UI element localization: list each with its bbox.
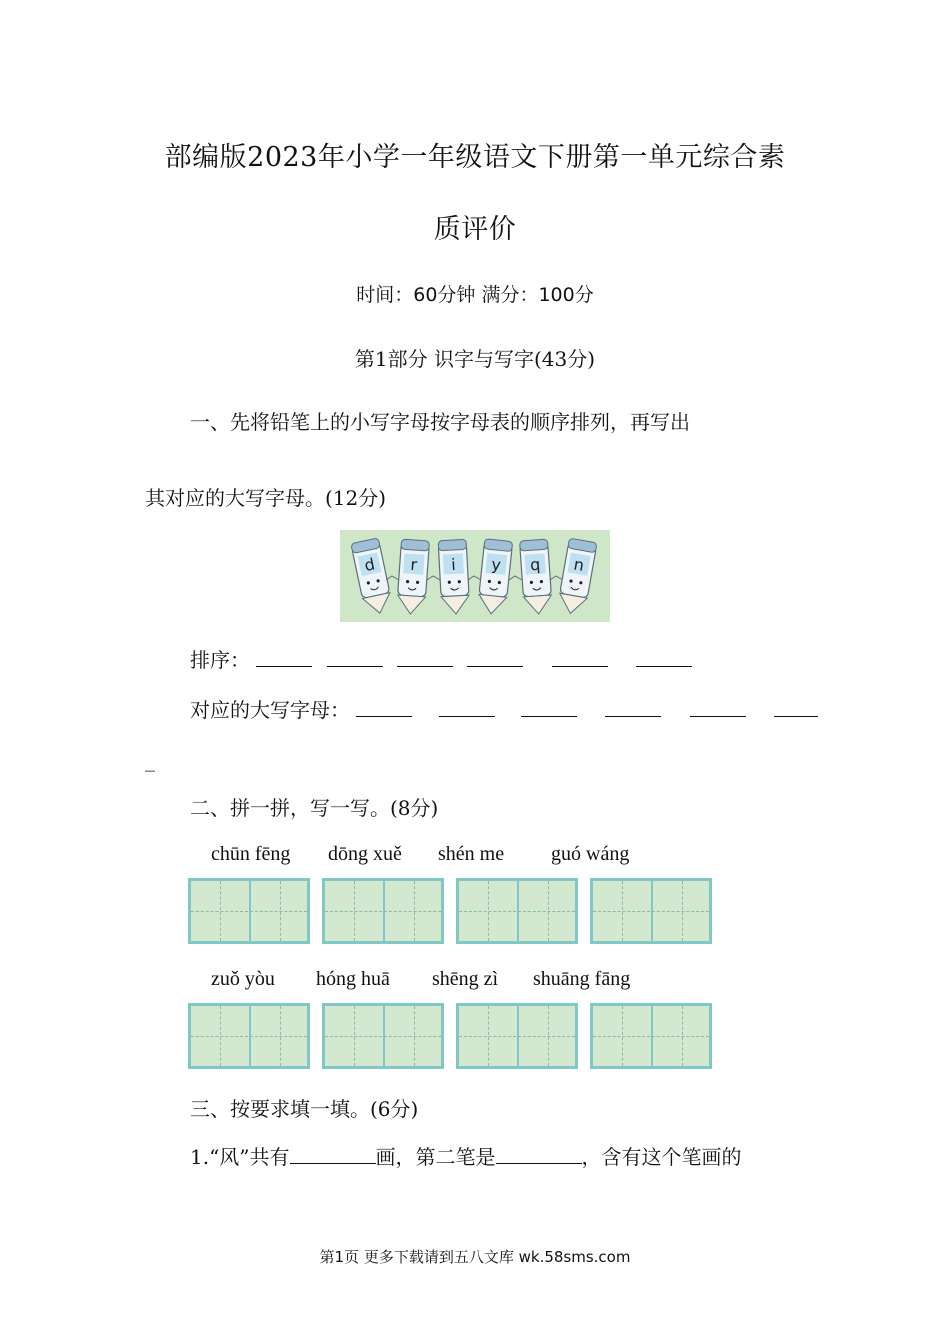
writing-grid-5[interactable]	[188, 1003, 310, 1069]
writing-grid-7[interactable]	[456, 1003, 578, 1069]
writing-grid-8[interactable]	[590, 1003, 712, 1069]
q2-heading: 二、拼一拼，写一写。(8分)	[190, 796, 439, 820]
order-blank-5[interactable]	[552, 646, 608, 667]
pencil-letter: i	[450, 554, 457, 575]
uppercase-blank-6[interactable]	[774, 696, 818, 717]
pencil-arm	[509, 576, 522, 580]
pinyin-5: zuǒ yòu	[211, 968, 275, 990]
part-heading: 第1部分 识字与写字(43分)	[354, 347, 596, 371]
uppercase-row	[190, 694, 818, 723]
pinyin-7: shēng zì	[432, 968, 499, 990]
writing-grid-1[interactable]	[188, 878, 310, 944]
pencil-letter: y	[490, 554, 502, 575]
pencil-arm	[468, 576, 481, 580]
pencil-n	[557, 538, 597, 616]
order-blank-3[interactable]	[397, 646, 453, 667]
pencil-arm	[427, 576, 440, 580]
page-footer: 第1页 更多下载请到五八文库 wk.58sms.com	[319, 1248, 631, 1266]
writing-grid-4[interactable]	[590, 878, 712, 944]
pencil-letter: q	[529, 554, 541, 575]
doc-title-line2: 质评价	[433, 214, 517, 245]
pencil-arm	[550, 576, 563, 580]
uppercase-blank-4[interactable]	[605, 696, 661, 717]
uppercase-overflow-mark: _	[145, 748, 155, 772]
second-stroke-blank[interactable]	[496, 1143, 582, 1164]
pencil-d	[351, 538, 394, 616]
pinyin-1: chūn fēng	[211, 843, 291, 865]
uppercase-blank-2[interactable]	[439, 696, 495, 717]
q1-instruction-line1: 一、先将铅笔上的小写字母按字母表的顺序排列，再写出	[190, 410, 690, 434]
q3-item1-part-c: ，含有这个笔画的	[581, 1145, 742, 1169]
writing-grid-6[interactable]	[322, 1003, 444, 1069]
doc-title-line1: 部编版2023年小学一年级语文下册第一单元综合素	[164, 142, 786, 173]
pencil-y	[477, 539, 513, 616]
pinyin-8: shuāng fāng	[533, 968, 631, 990]
pencil-letter: n	[572, 554, 586, 575]
pinyin-2: dōng xuě	[328, 843, 402, 865]
order-blank-1[interactable]	[256, 646, 312, 667]
q1-instruction-line2: 其对应的大写字母。(12分)	[145, 486, 387, 510]
stroke-count-blank[interactable]	[290, 1143, 376, 1164]
pencil-arm	[386, 576, 399, 580]
pencil-letter: r	[409, 554, 418, 575]
order-label: 排序：	[190, 648, 250, 672]
order-blank-2[interactable]	[327, 646, 383, 667]
order-blank-4[interactable]	[467, 646, 523, 667]
writing-grid-2[interactable]	[322, 878, 444, 944]
pencil-q	[520, 539, 553, 615]
order-blank-6[interactable]	[636, 646, 692, 667]
pinyin-4: guó wáng	[551, 843, 630, 865]
pencil-letter: d	[362, 554, 377, 576]
pencils-illustration	[340, 530, 610, 622]
pencil-r	[396, 539, 429, 615]
q3-heading: 三、按要求填一填。(6分)	[190, 1097, 419, 1121]
pinyin-3: shén me	[438, 843, 505, 865]
pinyin-6: hóng huā	[316, 968, 390, 990]
q3-item1-part-a: 1.“风”共有	[190, 1145, 290, 1169]
pencil-i	[438, 539, 470, 614]
order-row	[190, 644, 692, 673]
uppercase-blank-5[interactable]	[690, 696, 746, 717]
writing-grid-3[interactable]	[456, 878, 578, 944]
uppercase-label: 对应的大写字母：	[190, 698, 350, 722]
pencil-figure	[340, 530, 610, 622]
uppercase-blank-3[interactable]	[521, 696, 577, 717]
q3-item1-part-b: 画，第二笔是	[375, 1145, 496, 1169]
uppercase-blank-1[interactable]	[356, 696, 412, 717]
exam-meta: 时间：60分钟 满分：100分	[356, 284, 594, 306]
q3-item1	[190, 1141, 742, 1170]
